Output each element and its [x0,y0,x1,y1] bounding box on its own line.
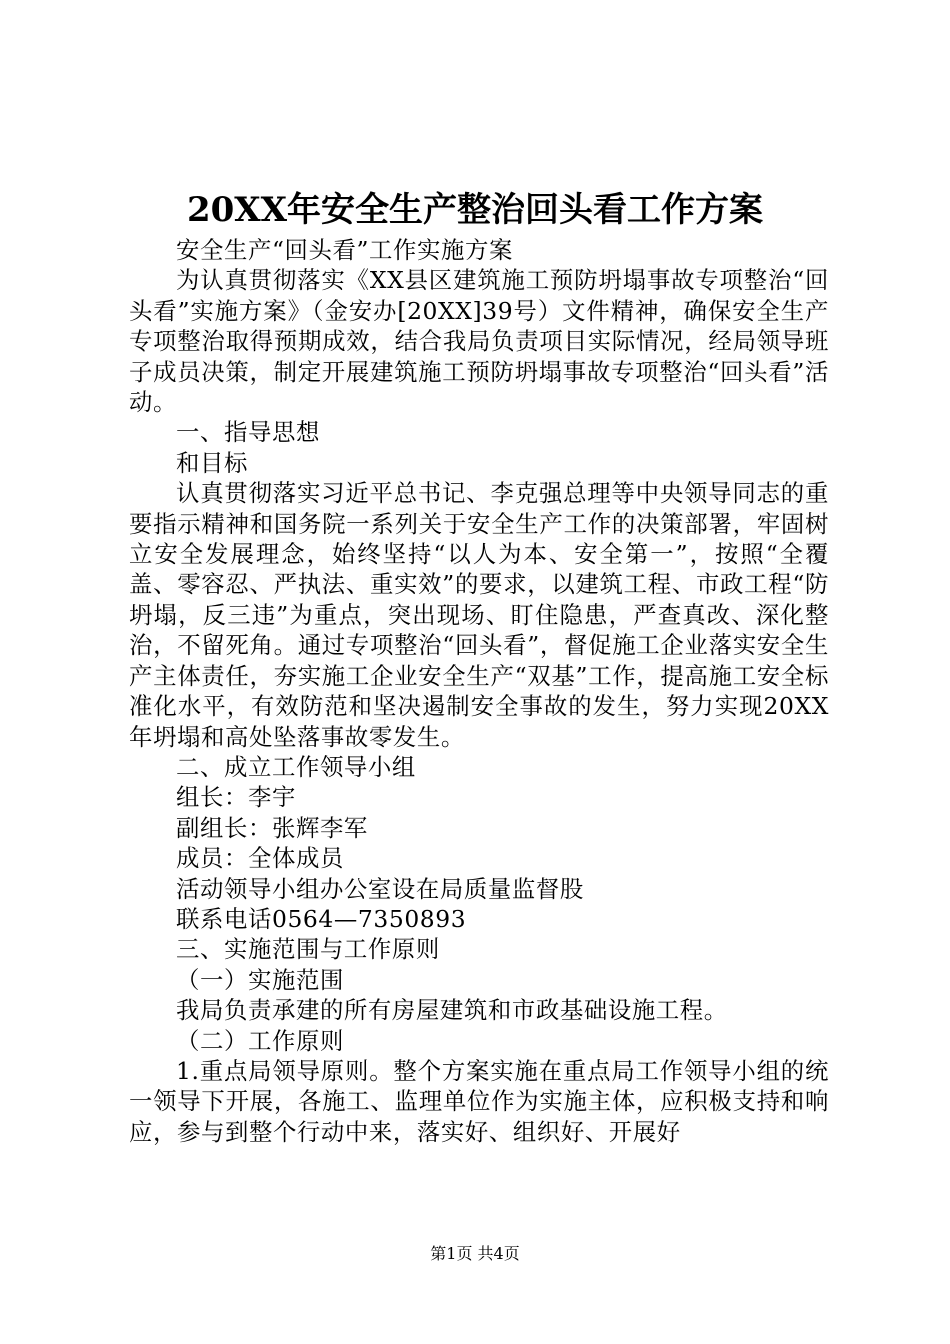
heading-scope-principles: 三、实施范围与工作原则 [176,935,440,964]
line-deputy-leader: 副组长：张辉李军 [176,813,368,842]
paragraph-principle-1: 1.重点局领导原则。整个方案实施在重点局工作领导小组的统一领导下开展，各施工、监理单位作为实施主体，应积极支持和响应，参与到整个行动中来，落实好、组织好、开展好 [129,1056,829,1146]
paragraph-subtitle: 安全生产“回头看”工作实施方案 [176,236,513,264]
subheading-principles: （二）工作原则 [176,1026,344,1055]
paragraph-intro: 为认真贯彻落实《XX县区建筑施工预防坍塌事故专项整治“回头看”实施方案》（金安办[20XX]39号）文件精神，确保安全生产专项整治取得预期成效，结合我局负责项目实际情况，经局领导班子成员决策，制定开展建筑施工预防坍塌事故专项整治“回头看”活动。 [129,266,829,417]
paragraph-ideology-content: 认真贯彻落实习近平总书记、李克强总理等中央领导同志的重要指示精神和国务院一系列关于安全生产工作的决策部署，牢固树立安全发展理念，始终坚持“以人为本、安全第一”，按照“全覆盖、零容忍、严执法、重实效”的要求，以建筑工程、市政工程“防坍塌，反三违”为重点，突出现场、盯住隐患，严查真改、深化整治，不留死角。通过专项整治“回头看”，督促施工企业落实安全生产主体责任，夯实施工企业安全生产“双基”工作，提高施工安全标准化水平，有效防范和坚决遏制安全事故的发生，努力实现20XX年坍塌和高处坠落事故零发生。 [129,479,829,751]
heading-guiding-ideology: 一、指导思想 [176,418,320,447]
line-members: 成员：全体成员 [176,844,344,873]
line-group-leader: 组长：李宇 [176,783,296,812]
line-phone: 联系电话0564—7350893 [176,904,467,933]
heading-leadership-group: 二、成立工作领导小组 [176,752,416,781]
heading-and-goals: 和目标 [176,448,248,477]
line-office: 活动领导小组办公室设在局质量监督股 [176,874,584,903]
page-footer: 第1页 共4页 [430,1244,520,1263]
document-title: 20XX年安全生产整治回头看工作方案 [186,190,764,230]
subheading-scope: （一）实施范围 [176,965,344,994]
paragraph-scope-content: 我局负责承建的所有房屋建筑和市政基础设施工程。 [176,996,728,1025]
document-body [129,235,829,1147]
